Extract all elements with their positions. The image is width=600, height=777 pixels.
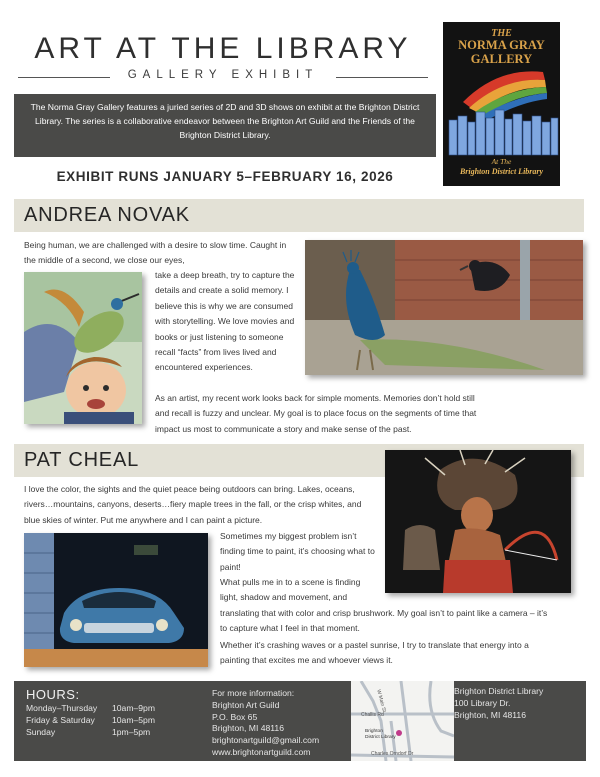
info-city: Brighton, MI 48116 [212,723,284,734]
hours-time: 10am–9pm [112,703,155,713]
dancer-painting [385,450,571,593]
map-label: Brighton District Library [365,729,396,740]
info-label: For more information: [212,688,295,698]
subtitle-row [18,69,428,85]
artist-bio-paragraph: translating that with color and crisp brushwork. My goal isn’t to paint like a camera – it’s to capture what I feel in that moment. [220,608,548,634]
artist-bio-paragraph: As an artist, my recent work looks back for simple moments. Memories don’t hold still and recall is fuzzy and unclear. My goal is to place focus on the segments of time that impact us most to communicate a story and make sense of the past. [155,393,477,434]
hours-time: 1pm–5pm [112,727,151,737]
hours-days: Friday & Saturday [26,715,95,725]
artist-name: ANDREA NOVAK [24,204,190,226]
info-box: P.O. Box 65 [212,711,258,722]
library-name: Brighton District Library [454,686,544,696]
artist-header-novak [14,199,584,232]
library-address [454,686,543,721]
artist-bio-paragraph: take a deep breath, try to capture the details and create a solid memory. I believe this is why we are consumed with storytelling. We love movies and books or just listening to someone recall “facts” from lives lived and encountered experiences. [155,270,295,373]
map-label: Challis Rd [361,712,384,718]
peacock-and-crow-painting [305,240,583,375]
artist-bio-paragraph: Sometimes my biggest problem isn’t finding time to paint, it’s choosing what to paint! [220,531,375,572]
vintage-car-painting [24,533,208,667]
artist-bio-paragraph: Whether it’s crashing waves or a pastel sunrise, I try to translate that energy into a painting that excites me and whoever views it. [220,640,529,666]
poster-at-the: At The [491,157,512,166]
hours-days: Sunday [26,727,56,737]
hours-row [26,703,155,713]
info-website[interactable]: www.brightonartguild.com [212,746,311,757]
contact-info [212,688,319,759]
info-org: Brighton Art Guild [212,699,280,710]
poster-the: THE [491,28,512,39]
poster-library: Brighton District Library [459,167,544,176]
info-email[interactable]: brightonartguild@gmail.com [212,735,320,746]
map-label: Charles Orndorf Dr [371,751,414,757]
map-label: W Main St [375,689,387,713]
gallery-poster [443,22,560,186]
library-street: 100 Library Dr. [454,697,511,708]
hours-row [26,715,155,725]
hours-title: HOURS: [26,687,80,702]
artist-bio-paragraph: I love the color, the sights and the quiet peace being outdoors can bring. Lakes, oceans, rivers…mountains, canyons, deserts…fiery maple trees in the fall, or the crisp whites, and blue skies of winter. Put me anywhere and I can paint a picture. [24,484,362,525]
artist-bio-paragraph: What pulls me in to a scene is finding light, shadow and movement, and [220,577,361,603]
intro-text: The Norma Gray Gallery features a juried series of 2D and 3D shows on exhibit at the Brighton District Library. The series is a collaborative endeavor between the Brighton Art Guild and the Friends of the Brighton District Library. [14,94,436,157]
footer [14,681,586,761]
library-city: Brighton, MI 48116 [454,709,526,720]
artist-name: PAT CHEAL [24,449,140,471]
hummingbird-painting [24,272,142,424]
page-subtitle: GALLERY EXHIBIT [127,69,319,81]
divider-right [336,77,428,78]
books-rainbow-illustration [443,62,560,157]
hours-days: Monday–Thursday [26,703,98,713]
page-title: ART AT THE LIBRARY [34,32,412,65]
exhibit-dates: EXHIBIT RUNS JANUARY 5–FEBRUARY 16, 2026 [56,169,394,184]
location-map [351,681,454,761]
poster-gallery-name: NORMA GRAY GALLERY [458,38,545,66]
artist-bio-paragraph: Being human, we are challenged with a desire to slow time. Caught in the middle of a second, we close our eyes, [24,240,287,266]
hours-row [26,727,150,737]
hours-time: 10am–5pm [112,715,155,725]
